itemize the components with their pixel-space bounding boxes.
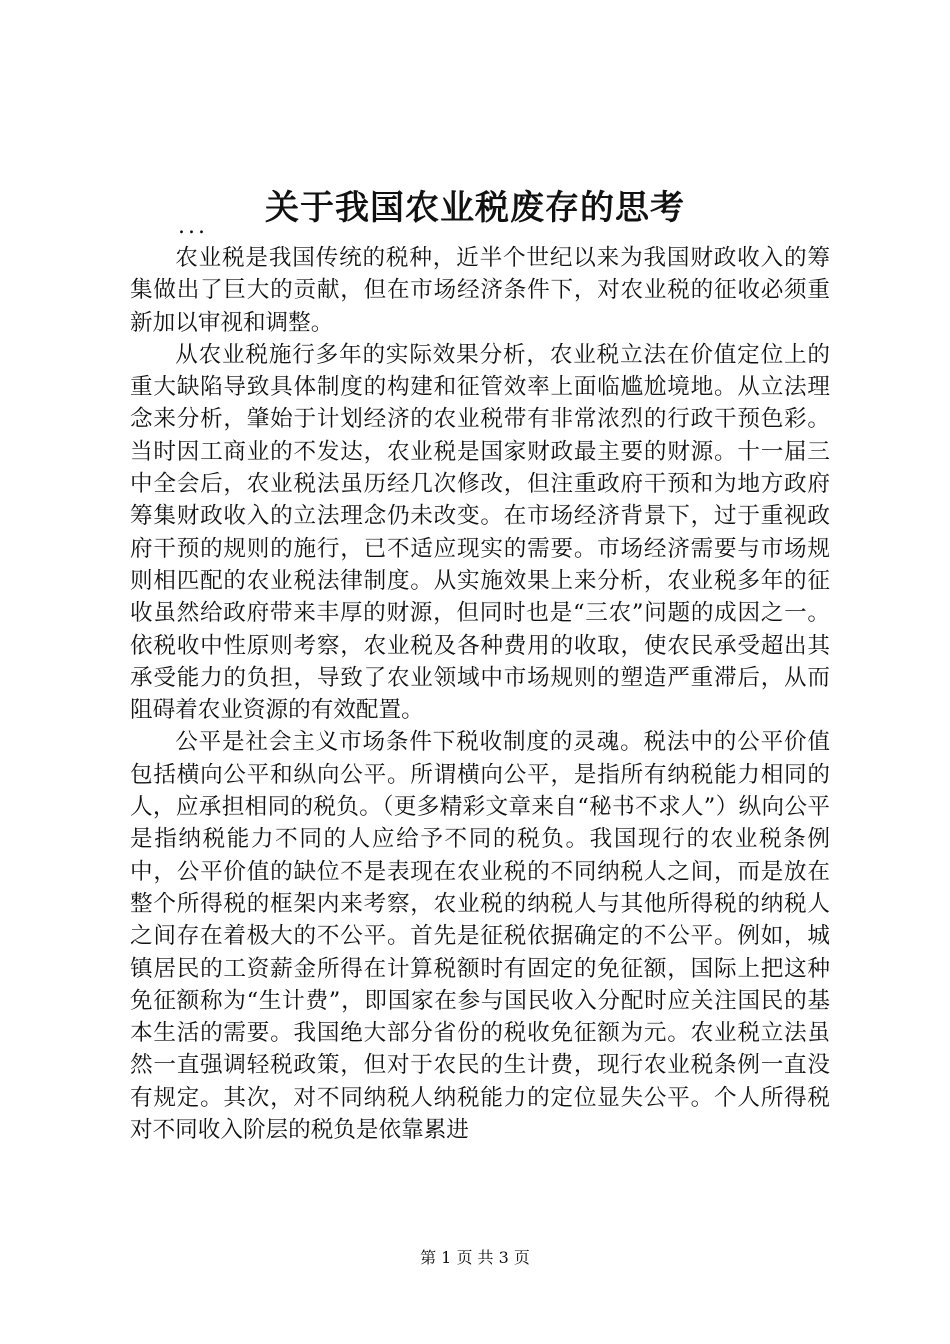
document-title: 关于我国农业税废存的思考 [265, 188, 685, 228]
ellipsis-marker: ... [178, 214, 208, 239]
paragraph-2: 从农业税施行多年的实际效果分析，农业税立法在价值定位上的重大缺陷导致具体制度的构建和征管效率上面临尴尬境地。从立法理念来分析，肇始于计划经济的农业税带有非常浓烈的行政干预色彩。当时因工商业的不发达，农业税是国家财政最主要的财源。十一届三中全会后，农业税法虽历经几次修改，但注重政府干预和为地方政府筹集财政收入的立法理念仍未改变。在市场经济背景下，过于重视政府干预的规则的施行，已不适应现实的需要。市场经济需要与市场规则相匹配的农业税法律制度。从实施效果上来分析，农业税多年的征收虽然给政府带来丰厚的财源，但同时也是“三农”问题的成因之一。依税收中性原则考察，农业税及各种费用的收取，使农民承受超出其承受能力的负担，导致了农业领域中市场规则的塑造严重滞后，从而阻碍着农业资源的有效配置。 [130, 341, 830, 724]
document-body [130, 242, 830, 1146]
page-footer: 第 1 页 共 3 页 [420, 1248, 530, 1267]
paragraph-3: 公平是社会主义市场条件下税收制度的灵魂。税法中的公平价值包括横向公平和纵向公平。所谓横向公平，是指所有纳税能力相同的人，应承担相同的税负。（更多精彩文章来自“秘书不求人”）纵向公平是指纳税能力不同的人应给予不同的税负。我国现行的农业税条例中，公平价值的缺位不是表现在农业税的不同纳税人之间，而是放在整个所得税的框架内来考察，农业税的纳税人与其他所得税的纳税人之间存在着极大的不公平。首先是征税依据确定的不公平。例如，城镇居民的工资薪金所得在计算税额时有固定的免征额，国际上把这种免征额称为“生计费”，即国家在参与国民收入分配时应关注国民的基本生活的需要。我国绝大部分省份的税收免征额为元。农业税立法虽然一直强调轻税政策，但对于农民的生计费，现行农业税条例一直没有规定。其次，对不同纳税人纳税能力的定位显失公平。个人所得税对不同收入阶层的税负是依靠累进 [130, 729, 830, 1144]
paragraph-1: 农业税是我国传统的税种，近半个世纪以来为我国财政收入的筹集做出了巨大的贡献，但在市场经济条件下，对农业税的征收必须重新加以审视和调整。 [130, 245, 830, 336]
